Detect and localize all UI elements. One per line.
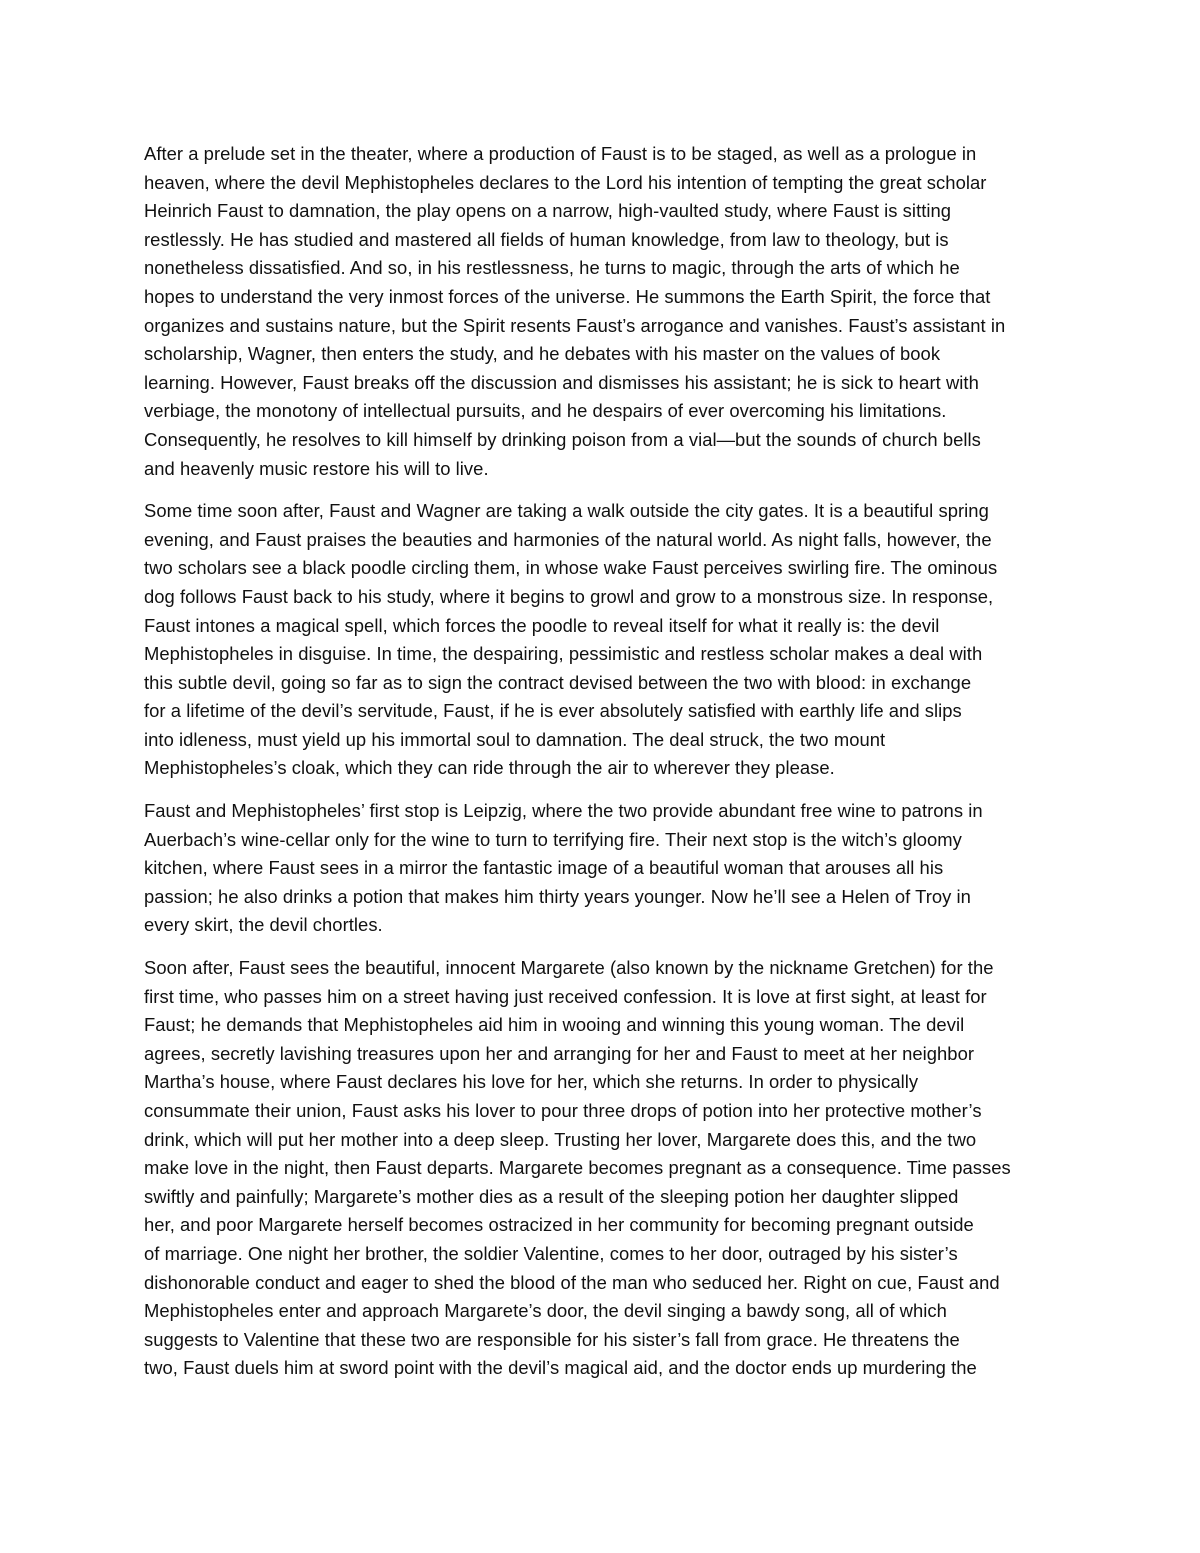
text-line: her, and poor Margarete herself becomes ostracized in her community for becoming pregnant outside (144, 1214, 974, 1236)
text-line: Consequently, he resolves to kill himself by drinking poison from a vial—but the sounds of church bells (144, 428, 981, 450)
text-line: consummate their union, Faust asks his lover to pour three drops of potion into her protective mother’s (144, 1100, 982, 1121)
text-line: Auerbach’s wine-cellar only for the wine to turn to terrifying fire. Their next stop is the witch’s gloomy (144, 828, 962, 850)
text-line: nonetheless dissatisfied. And so, in his restlessness, he turns to magic, through the arts of which he (144, 257, 960, 279)
paragraph-2 (144, 497, 1064, 783)
text-line: restlessly. He has studied and mastered all fields of human knowledge, from law to theology, but is (144, 228, 949, 250)
text-line: After a prelude set in the theater, where a production of Faust is to be staged, as well as a prologue in (144, 143, 977, 164)
text-line: Martha’s house, where Faust declares his love for her, which she returns. In order to physically (144, 1071, 919, 1093)
text-line: of marriage. One night her brother, the soldier Valentine, comes to her door, outraged by his sister’s (144, 1242, 958, 1264)
text-line: Soon after, Faust sees the beautiful, innocent Margarete (also known by the nickname Gretchen) for the (144, 957, 994, 979)
text-line: Faust intones a magical spell, which forces the poodle to reveal itself for what it really is: the devil (144, 614, 940, 636)
paragraph-1 (144, 140, 1064, 483)
text-line: Some time soon after, Faust and Wagner are taking a walk outside the city gates. It is a beautiful spring (144, 500, 989, 522)
text-line: Mephistopheles in disguise. In time, the despairing, pessimistic and restless scholar makes a deal with (144, 643, 983, 665)
text-line: dishonorable conduct and eager to shed the blood of the man who seduced her. Right on cue, Faust and (144, 1271, 1000, 1293)
text-line: drink, which will put her mother into a deep sleep. Trusting her lover, Margarete does this, and the two (144, 1128, 977, 1150)
paragraph-4 (144, 954, 1064, 1383)
text-line: heaven, where the devil Mephistopheles declares to the Lord his intention of tempting the great scholar (144, 171, 987, 193)
paragraph-3 (144, 797, 1064, 940)
text-line: for a lifetime of the devil’s servitude, Faust, if he is ever absolutely satisfied with earthly life and slips (144, 700, 962, 722)
text-line: learning. However, Faust breaks off the discussion and dismisses his assistant; he is sick to heart with (144, 371, 979, 393)
text-line: into idleness, must yield up his immortal soul to damnation. The deal struck, the two mount (144, 728, 886, 750)
text-line: two, Faust duels him at sword point with the devil’s magical aid, and the doctor ends up murdering the (144, 1357, 977, 1379)
text-line: Faust and Mephistopheles’ first stop is Leipzig, where the two provide abundant free wine to patrons in (144, 800, 983, 822)
text-line: agrees, secretly lavishing treasures upon her and arranging for her and Faust to meet at her neighbor (144, 1042, 975, 1064)
text-line: dog follows Faust back to his study, where it begins to growl and grow to a monstrous size. In response, (144, 585, 994, 607)
text-line: first time, who passes him on a street having just received confession. It is love at first sight, at least for (144, 985, 987, 1007)
text-line: make love in the night, then Faust departs. Margarete becomes pregnant as a consequence. Time passes (144, 1157, 1011, 1179)
text-line: this subtle devil, going so far as to sign the contract devised between the two with blood: in exchange (144, 671, 972, 693)
text-line: and heavenly music restore his will to live. (144, 457, 489, 479)
text-line: scholarship, Wagner, then enters the study, and he debates with his master on the values of book (144, 343, 941, 365)
text-line: verbiage, the monotony of intellectual pursuits, and he despairs of ever overcoming his limitations. (144, 400, 947, 422)
document-body (144, 140, 1064, 1397)
text-line: passion; he also drinks a potion that makes him thirty years younger. Now he’ll see a Helen of Troy in (144, 885, 971, 907)
text-line: Faust; he demands that Mephistopheles aid him in wooing and winning this young woman. The devil (144, 1014, 965, 1036)
text-line: suggests to Valentine that these two are responsible for his sister’s fall from grace. He threatens the (144, 1328, 960, 1350)
text-line: Mephistopheles enter and approach Margarete’s door, the devil singing a bawdy song, all of which (144, 1300, 947, 1322)
text-line: kitchen, where Faust sees in a mirror the fantastic image of a beautiful woman that arouses all his (144, 857, 944, 879)
text-line: hopes to understand the very inmost forces of the universe. He summons the Earth Spirit, the force that (144, 285, 991, 307)
text-line: swiftly and painfully; Margarete’s mother dies as a result of the sleeping potion her daughter slipped (144, 1185, 959, 1207)
text-line: evening, and Faust praises the beauties and harmonies of the natural world. As night falls, however, the (144, 528, 992, 550)
text-line: organizes and sustains nature, but the Spirit resents Faust’s arrogance and vanishes. Faust’s assistant in (144, 314, 1006, 336)
text-line: Heinrich Faust to damnation, the play opens on a narrow, high-vaulted study, where Faust is sitting (144, 200, 952, 222)
text-line: Mephistopheles’s cloak, which they can ride through the air to wherever they please. (144, 757, 835, 779)
text-line: two scholars see a black poodle circling them, in whose wake Faust perceives swirling fire. The ominous (144, 557, 998, 579)
text-line: every skirt, the devil chortles. (144, 914, 383, 936)
